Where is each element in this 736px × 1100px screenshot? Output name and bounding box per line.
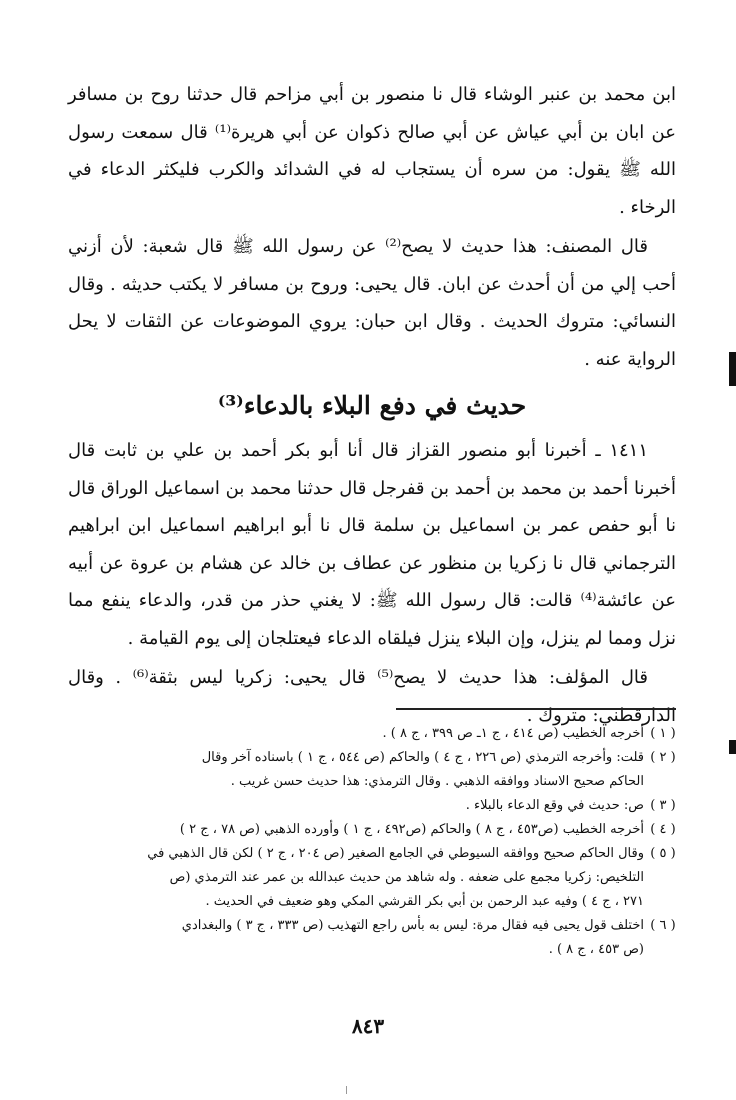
paragraph-hadith-1411: ١٤١١ ـ أخبرنا أبو منصور القزاز قال أنا أبو بكر أحمد بن علي بن ثابت قال أخبرنا أحمد بن محمد بن أحمد بن قفرجل قال حدثنا محمد بن اسماعيل الوراق قال نا أبو حفص عمر بن اسماعيل بن سلمة قال نا أبو ابراهيم اسماعيل ابن ابراهيم الترجماني قال نا زكريا بن منظور عن عطاف بن خالد عن هشام بن عروة عن أبيه عن عائشة⁽⁴⁾ قالت: قال رسول الله ﷺ: لا يغني حذر من قدر، والدعاء ينفع مما نزل ومما لم ينزل، وإن البلاء ينزل فيلقاه الدعاء فيعتلجان إلى يوم القيامة . <box>68 440 676 649</box>
footnote-line: (ص ٤٥٣ ، ج ٨ ) . <box>548 942 644 957</box>
main-text <box>68 76 676 734</box>
footnote <box>66 746 678 794</box>
footnote <box>66 722 678 746</box>
footnote-number: ( ٣ ) <box>650 798 676 813</box>
footnote <box>66 818 678 842</box>
footnote-divider <box>396 708 676 710</box>
paragraph-author-comment: قال المصنف: هذا حديث لا يصح⁽²⁾ عن رسول الله ﷺ قال شعبة: لأن أزني أحب إلي من أن أحدث عن ابان. قال يحيى: وروح بن مسافر لا يكتب حديثه . وقال النسائي: متروك الحديث . وقال ابن حبان: يروي الموضوعات عن الثقات لا يحل الرواية عنه . <box>68 236 676 370</box>
footnote-number: ( ٥ ) <box>650 846 676 861</box>
footnotes <box>66 722 678 962</box>
footnote-line: وقال الحاكم صحيح ووافقه السيوطي في الجامع الصغير (ص ٢٠٤ ، ج ٢ ) لكن قال الذهبي في <box>147 846 644 861</box>
footnote-line: التلخيص: زكريا مجمع على ضعفه . وله شاهد من حديث عبدالله بن عمر عند الترمذي (ص <box>169 870 644 885</box>
footnote-line: اختلف قول يحيى فيه فقال مرة: ليس به بأس راجع التهذيب (ص ٣٣٣ ، ج ٣ ) والبغدادي <box>181 918 644 933</box>
footnote-line: قلت: وأخرجه الترمذي (ص ٢٢٦ ، ج ٤ ) والحاكم (ص ٥٤٤ ، ج ١ ) باسناده آخر وقال <box>201 750 644 765</box>
footnote <box>66 842 678 914</box>
footnote-line: ٢٧١ ، ج ٤ ) وفيه عبد الرحمن بن أبي بكر القرشي المكي وهو ضعيف في الحديث . <box>205 894 644 909</box>
footnote <box>66 794 678 818</box>
footnote <box>66 914 678 962</box>
footnote-line: أخرجه الخطيب (ص ٤١٤ ، ج ١ـ ص ٣٩٩ ، ج ٨ ) . <box>382 726 644 741</box>
footnote-line: الحاكم صحيح الاسناد ووافقه الذهبي . وقال الترمذي: هذا حديث حسن غريب . <box>230 774 644 789</box>
section-heading: حديث في دفع البلاء بالدعاء⁽³⁾ <box>217 391 527 420</box>
paragraph-closing-comment: قال المؤلف: هذا حديث لا يصح⁽⁵⁾ قال يحيى: زكريا ليس بثقة⁽⁶⁾ . وقال الدارقطني: متروك . <box>68 667 676 726</box>
page-number: ٨٤٣ <box>351 1014 385 1038</box>
scan-artifact <box>346 1086 347 1094</box>
footnote-number: ( ٤ ) <box>650 822 676 837</box>
scan-edge-mark <box>729 352 736 386</box>
footnote-number: ( ٦ ) <box>650 918 676 933</box>
footnote-line: أخرجه الخطيب (ص٤٥٣ ، ج ٨ ) والحاكم (ص٤٩٢ ، ج ١ ) وأورده الذهبي (ص ٧٨ ، ج ٢ ) <box>179 822 644 837</box>
footnote-number: ( ١ ) <box>650 726 676 741</box>
paragraph-isnad-continuation: ابن محمد بن عنبر الوشاء قال نا منصور بن أبي مزاحم قال حدثنا روح بن مسافر عن ابان بن أبي عياش عن أبي صالح ذكوان عن أبي هريرة⁽¹⁾ قال سمعت رسول الله ﷺ يقول: من سره أن يستجاب له في الشدائد والكرب فليكثر الدعاء في الرخاء . <box>68 84 676 218</box>
footnote-line: ص: حديث في وقع الدعاء بالبلاء . <box>465 798 644 813</box>
scan-edge-mark <box>729 740 736 754</box>
footnote-number: ( ٢ ) <box>650 750 676 765</box>
